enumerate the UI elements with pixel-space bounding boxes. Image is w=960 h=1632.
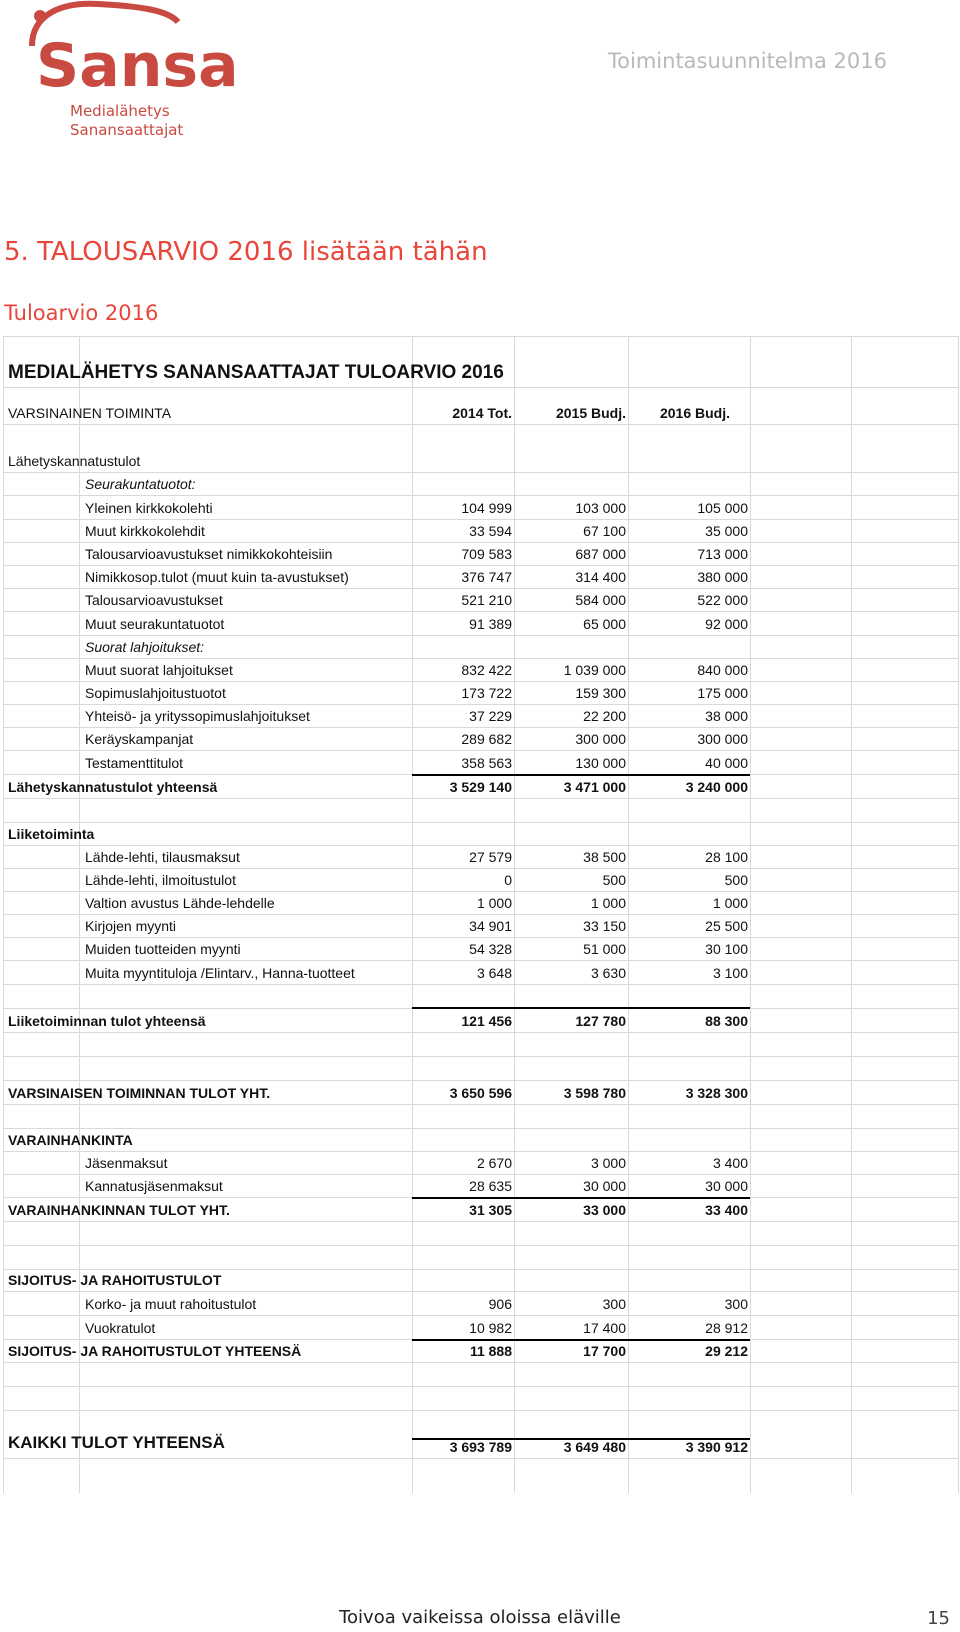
section-title: Lähetyskannatustulot: [8, 453, 141, 469]
section-title: Liiketoiminta: [8, 826, 95, 842]
value-2015: 1 039 000: [563, 662, 626, 678]
value-2014: 289 682: [461, 731, 512, 747]
logo-line-2: Sanansaattajat: [70, 121, 184, 139]
col-header-2014: 2014 Tot.: [452, 405, 512, 421]
value-2015: 103 000: [575, 500, 626, 516]
table-row: [3, 1175, 959, 1198]
sansa-logo-mark: [18, 0, 239, 101]
value-2014: 27 579: [469, 849, 512, 865]
group-label: Suorat lahjoitukset:: [85, 639, 205, 655]
total-label: VARSINAISEN TOIMINNAN TULOT YHT.: [8, 1085, 271, 1101]
empty-row: [3, 1246, 959, 1270]
total-row: [3, 775, 959, 799]
section-title: SIJOITUS- JA RAHOITUSTULOT: [8, 1272, 222, 1288]
value-2014: 173 722: [461, 685, 512, 701]
group-label: Seurakuntatuotot:: [85, 476, 196, 492]
total-label: VARAINHANKINNAN TULOT YHT.: [8, 1202, 230, 1218]
value-2016: 92 000: [705, 616, 748, 632]
table-title: MEDIALÄHETYS SANANSAATTAJAT TULOARVIO 2016: [8, 362, 504, 383]
total-row: [3, 1009, 959, 1033]
grand-total-row: [3, 1411, 959, 1459]
table-row: [3, 566, 959, 589]
table-row: [3, 682, 959, 705]
value-2015: 130 000: [575, 755, 626, 771]
value-2016: 522 000: [697, 592, 748, 608]
value-2016: 713 000: [697, 546, 748, 562]
row-label: Lähde-lehti, tilausmaksut: [85, 849, 240, 865]
sansa-logo: [18, 0, 239, 150]
total-2014: 31 305: [469, 1202, 512, 1218]
value-2015: 30 000: [583, 1178, 626, 1194]
total-2014: 3 529 140: [449, 779, 512, 795]
row-label: Lähde-lehti, ilmoitustulot: [85, 872, 236, 888]
sub-heading: Tuloarvio 2016: [4, 301, 159, 325]
section-title-row: [3, 823, 959, 846]
budget-table: [3, 336, 959, 1493]
section-title-row: [3, 1270, 959, 1292]
value-2014: 3 648: [476, 965, 512, 981]
table-row: [3, 938, 959, 961]
row-label: Testamenttitulot: [85, 755, 184, 771]
value-2015: 33 150: [583, 918, 626, 934]
value-2015: 51 000: [583, 941, 626, 957]
table-row: [3, 892, 959, 915]
row-label: Muut suorat lahjoitukset: [85, 662, 233, 678]
empty-row: [3, 985, 959, 1009]
table-row: [3, 961, 959, 985]
empty-row: [3, 1387, 959, 1411]
document-title: Toimintasuunnitelma 2016: [607, 49, 887, 73]
value-2015: 584 000: [575, 592, 626, 608]
total-label: Lähetyskannatustulot yhteensä: [8, 779, 218, 795]
empty-row: [3, 799, 959, 823]
logo-line-1: Medialähetys: [70, 102, 170, 120]
group-label-row: [3, 636, 959, 659]
value-2015: 38 500: [583, 849, 626, 865]
value-2016: 28 912: [705, 1320, 748, 1336]
value-2016: 175 000: [697, 685, 748, 701]
row-label: Yleinen kirkkokolehti: [85, 500, 213, 516]
total-2016: 29 212: [705, 1343, 748, 1359]
page-number: 15: [927, 1608, 950, 1629]
table-row: [3, 915, 959, 938]
value-2015: 67 100: [583, 523, 626, 539]
total-2016: 33 400: [705, 1202, 748, 1218]
table-row: [3, 1292, 959, 1316]
value-2015: 300: [602, 1296, 626, 1312]
row-label: Kirjojen myynti: [85, 918, 177, 934]
header-row: [3, 388, 959, 425]
value-2016: 40 000: [705, 755, 748, 771]
value-2014: 34 901: [469, 918, 512, 934]
value-2016: 500: [724, 872, 748, 888]
value-2014: 1 000: [476, 895, 512, 911]
value-2014: 832 422: [461, 662, 512, 678]
value-2015: 1 000: [590, 895, 626, 911]
group-label-row: [3, 473, 959, 496]
value-2015: 159 300: [575, 685, 626, 701]
table-row: [3, 1316, 959, 1340]
table-title-row: [3, 360, 959, 388]
row-label: Valtion avustus Lähde-lehdelle: [85, 895, 275, 911]
table-row: [3, 589, 959, 612]
section-title: VARAINHANKINTA: [8, 1132, 133, 1148]
total-2014: 11 888: [469, 1343, 512, 1359]
main-section-label: VARSINAINEN TOIMINTA: [8, 405, 172, 421]
total-2014: 121 456: [461, 1013, 512, 1029]
value-2014: 2 670: [476, 1155, 512, 1171]
value-2015: 65 000: [583, 616, 626, 632]
row-label: Korko- ja muut rahoitustulot: [85, 1296, 257, 1312]
value-2016: 38 000: [705, 708, 748, 724]
col-header-2015: 2015 Budj.: [555, 405, 626, 421]
value-2015: 22 200: [583, 708, 626, 724]
total-2015: 33 000: [583, 1202, 626, 1218]
total-2015: 3 471 000: [563, 779, 626, 795]
total-2015: 17 700: [583, 1343, 626, 1359]
empty-row: [3, 1222, 959, 1246]
grand-total-label: KAIKKI TULOT YHTEENSÄ: [8, 1433, 225, 1452]
value-2016: 105 000: [697, 500, 748, 516]
row-label: Nimikkosop.tulot (muut kuin ta-avustukset): [85, 569, 349, 585]
total-row: [3, 1081, 959, 1105]
row-label: Talousarvioavustukset: [85, 592, 223, 608]
table-row: [3, 496, 959, 520]
table-row: [3, 1152, 959, 1175]
row-label: Yhteisö- ja yrityssopimuslahjoitukset: [85, 708, 310, 724]
value-2014: 33 594: [469, 523, 512, 539]
value-2015: 17 400: [583, 1320, 626, 1336]
value-2014: 104 999: [461, 500, 512, 516]
total-label: Liiketoiminnan tulot yhteensä: [8, 1013, 206, 1029]
value-2014: 37 229: [469, 708, 512, 724]
value-2015: 687 000: [575, 546, 626, 562]
table-row: [3, 846, 959, 869]
total-row: [3, 1340, 959, 1363]
value-2014: 0: [504, 872, 512, 888]
value-2015: 3 630: [590, 965, 626, 981]
section-title-row: [3, 425, 959, 473]
value-2014: 91 389: [469, 616, 512, 632]
section-title-row: [3, 1129, 959, 1152]
value-2014: 358 563: [461, 755, 512, 771]
value-2016: 840 000: [697, 662, 748, 678]
row-label: Muita myyntituloja /Elintarv., Hanna-tuotteet: [85, 965, 355, 981]
table-row: [3, 705, 959, 728]
value-2016: 300: [724, 1296, 748, 1312]
row-label: Sopimuslahjoitustuotot: [85, 685, 226, 701]
footer-tagline: Toivoa vaikeissa oloissa eläville: [339, 1607, 621, 1628]
value-2016: 28 100: [705, 849, 748, 865]
value-2014: 376 747: [461, 569, 512, 585]
row-label: Muut kirkkokolehdit: [85, 523, 205, 539]
total-row: [3, 1198, 959, 1222]
value-2016: 1 000: [712, 895, 748, 911]
total-2014: 3 650 596: [449, 1085, 512, 1101]
grand-total-2016: 3 390 912: [685, 1439, 748, 1455]
value-2015: 500: [602, 872, 626, 888]
value-2016: 3 400: [712, 1155, 748, 1171]
total-2016: 88 300: [705, 1013, 748, 1029]
value-2015: 300 000: [575, 731, 626, 747]
table-row: [3, 869, 959, 892]
total-label: SIJOITUS- JA RAHOITUSTULOT YHTEENSÄ: [8, 1343, 302, 1359]
value-2014: 28 635: [469, 1178, 512, 1194]
value-2014: 10 982: [469, 1320, 512, 1336]
value-2016: 30 100: [705, 941, 748, 957]
row-label: Muut seurakuntatuotot: [85, 616, 225, 632]
value-2016: 35 000: [705, 523, 748, 539]
value-2016: 25 500: [705, 918, 748, 934]
value-2014: 906: [488, 1296, 512, 1312]
value-2016: 30 000: [705, 1178, 748, 1194]
total-2016: 3 328 300: [685, 1085, 748, 1101]
value-2015: 3 000: [590, 1155, 626, 1171]
table-row: [3, 659, 959, 682]
row-label: Kannatusjäsenmaksut: [85, 1178, 223, 1194]
logo-wordmark: Sansa: [36, 31, 239, 101]
value-2014: 521 210: [461, 592, 512, 608]
row-label: Jäsenmaksut: [85, 1155, 168, 1171]
value-2014: 54 328: [469, 941, 512, 957]
total-2016: 3 240 000: [685, 779, 748, 795]
value-2016: 300 000: [697, 731, 748, 747]
table-row: [3, 612, 959, 636]
empty-row: [3, 1033, 959, 1057]
value-2016: 380 000: [697, 569, 748, 585]
table-row: [3, 543, 959, 566]
row-label: Keräyskampanjat: [85, 731, 194, 747]
section-heading: 5. TALOUSARVIO 2016 lisätään tähän: [4, 237, 488, 267]
empty-row: [3, 1105, 959, 1129]
value-2014: 709 583: [461, 546, 512, 562]
grand-total-2015: 3 649 480: [563, 1439, 626, 1455]
row-label: Muiden tuotteiden myynti: [85, 941, 241, 957]
value-2015: 314 400: [575, 569, 626, 585]
row-label: Vuokratulot: [85, 1320, 156, 1336]
row-label: Talousarvioavustukset nimikkokohteisiin: [85, 546, 333, 562]
grand-total-2014: 3 693 789: [449, 1439, 512, 1455]
empty-row: [3, 1363, 959, 1387]
table-row: [3, 520, 959, 543]
total-2015: 127 780: [575, 1013, 626, 1029]
total-2015: 3 598 780: [563, 1085, 626, 1101]
col-header-2016: 2016 Budj.: [659, 405, 730, 421]
empty-row: [3, 1057, 959, 1081]
table-row: [3, 751, 959, 775]
table-row: [3, 728, 959, 751]
value-2016: 3 100: [712, 965, 748, 981]
